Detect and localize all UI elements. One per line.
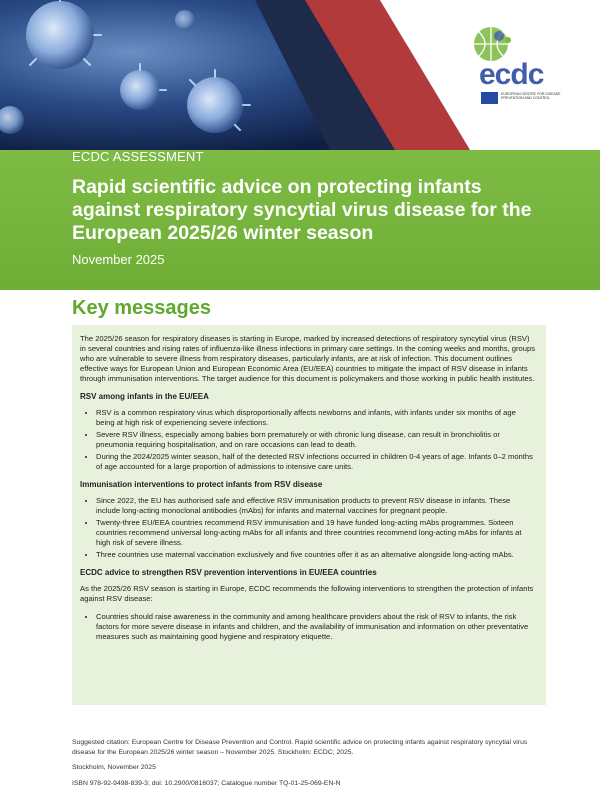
- ecdc-logo: [459, 22, 564, 112]
- suggested-citation: Suggested citation: European Centre for Disease Prevention and Control. Rapid scientific advice on protecting infants against respiratory syncytial virus disease for the European 2025/26 winter season – November 2025. Stockholm: ECDC; 2025.: [72, 739, 528, 756]
- list-item: • Three countries use maternal vaccination exclusively and five countries offer it as an alternative alongside long-acting mAbs.: [96, 550, 536, 560]
- document-footer: [72, 738, 546, 794]
- list-item: • Since 2022, the EU has authorised safe and effective RSV immunisation products to prevent RSV disease in infants. These include long-acting monoclonal antibodies (mAbs) for infants and maternal vaccines for pregnant people.: [96, 496, 536, 516]
- section-heading: RSV among infants in the EU/EEA: [80, 392, 209, 401]
- bullet-list: [80, 612, 536, 642]
- logo-wordmark: ecdc: [479, 58, 544, 91]
- isbn-line: ISBN 978-92-9498-839-3; doi: 10.2900/0816037; Catalogue number TQ-01-25-069-EN-N: [72, 779, 341, 787]
- assessment-label: ECDC ASSESSMENT: [72, 149, 204, 164]
- list-item: • During the 2024/2025 winter season, half of the detected RSV infections occurred in children 0-4 years of age. Infants 0–2 months of age accounted for a large proportion of admissions to intensive care units.: [96, 452, 536, 472]
- publication-date: November 2025: [72, 252, 165, 267]
- section-heading: ECDC advice to strengthen RSV prevention interventions in EU/EEA countries: [80, 568, 377, 577]
- place-date: Stockholm, November 2025: [72, 764, 156, 771]
- list-item: • Twenty-three EU/EEA countries recommend RSV immunisation and 19 have funded long-acting mAbs programmes. Sixteen countries recommend universal long-acting mAbs for all infants and three countries recommend long-acting mAbs for infants at high risk of severe illness.: [96, 518, 536, 548]
- section-intro: As the 2025/26 RSV season is starting in Europe, ECDC recommends the following interventions to strengthen the protection of infants against RSV disease:: [80, 584, 534, 603]
- key-messages-intro: The 2025/26 season for respiratory diseases is starting in Europe, marked by increased detections of respiratory syncytial virus (RSV) in several countries and rising rates of influenza-like illness infections in primary care settings. In the coming weeks and months, groups who are vulnerable to severe illness from respiratory diseases, particularly infants, are at risk of infection. This document outlines effective ways for European Union and European Economic Area (EU/EEA) countries to mitigate the impact of RSV disease in infants through immunisation interventions. The target audience for this document is policymakers and those working in public health institutes.: [80, 334, 536, 383]
- bullet-list: [80, 408, 536, 472]
- section-heading: Immunisation interventions to protect infants from RSV disease: [80, 480, 323, 489]
- cover-banner: [0, 0, 600, 290]
- list-item: • RSV is a common respiratory virus which disproportionally affects newborns and infants, with infants under six months of age being at high risk of experiencing severe infections.: [96, 408, 536, 428]
- list-item: • Severe RSV illness, especially among babies born prematurely or with chronic lung disease, can result in bronchiolitis or pneumonia requiring hospitalisation, and on rare occasions can lead to death.: [96, 430, 536, 450]
- logo-subtitle: EUROPEAN CENTRE FOR DISEASE PREVENTION AND CONTROL: [501, 92, 561, 100]
- key-messages-box: [72, 325, 546, 705]
- key-messages-heading: Key messages: [72, 297, 211, 319]
- eu-flag-icon: [481, 92, 498, 104]
- list-item: • Countries should raise awareness in the community and among healthcare providers about the risk of RSV to infants, the risk factors for more severe disease in infants and children, and the availability of immunisation and information on other preventative measures such as maintaining good hygiene and respiratory etiquette.: [96, 612, 536, 642]
- bullet-list: [80, 496, 536, 560]
- document-title: Rapid scientific advice on protecting infants against respiratory syncytial virus disease for the European 2025/26 winter season: [72, 176, 532, 244]
